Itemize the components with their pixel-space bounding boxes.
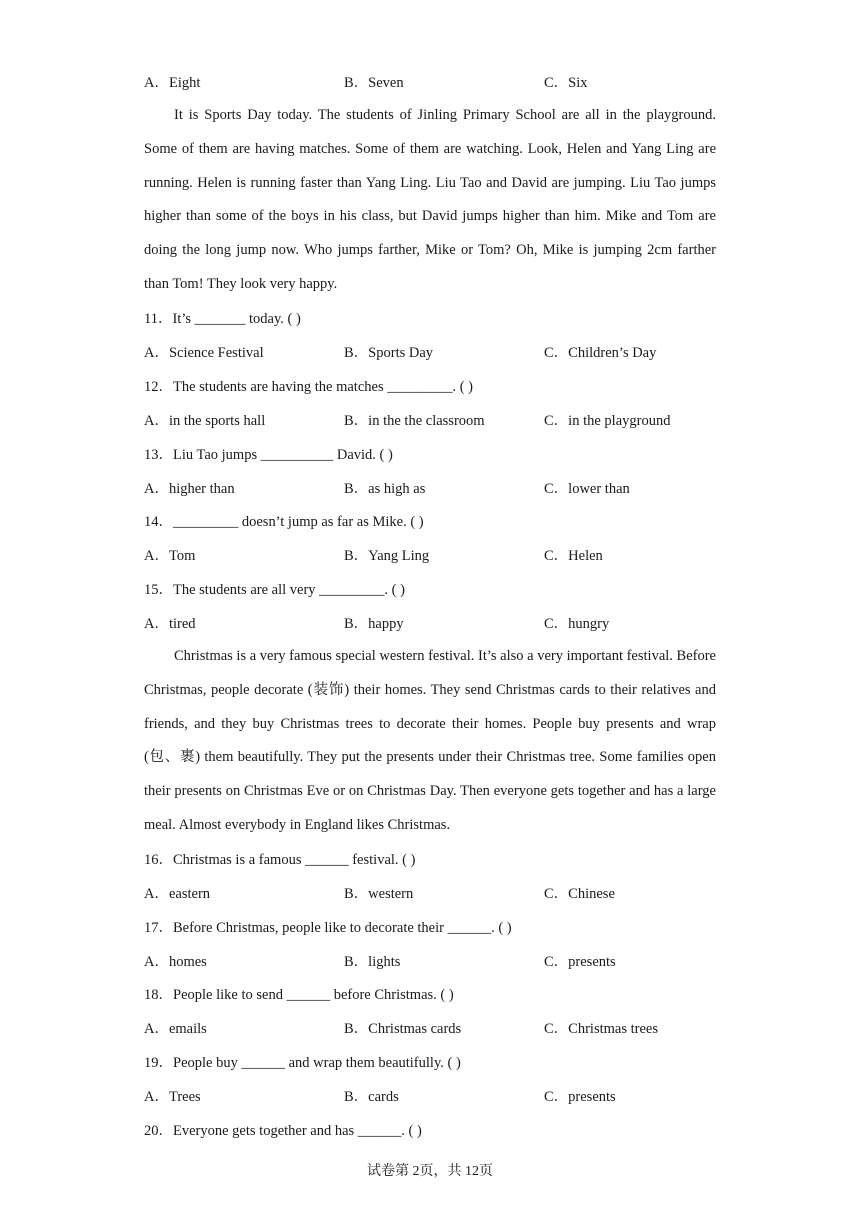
- question-stem: 12．The students are having the matches _________. ( ): [144, 379, 473, 395]
- question-stem: 20．Everyone gets together and has ______. ( ): [144, 1123, 422, 1139]
- option-c[interactable]: C．Helen: [544, 548, 603, 564]
- question-stem: 15．The students are all very _________. ( ): [144, 582, 405, 598]
- option-b[interactable]: B．cards: [344, 1089, 399, 1105]
- option-c[interactable]: C．Chinese: [544, 886, 615, 902]
- option-a[interactable]: A．eastern: [144, 886, 211, 902]
- question-stem: 16．Christmas is a famous ______ festival. ( ): [144, 852, 416, 868]
- option-a[interactable]: A．emails: [144, 1021, 207, 1037]
- option-a[interactable]: A．homes: [144, 954, 207, 970]
- option-a[interactable]: A．Science Festival: [144, 345, 264, 361]
- question-stem: 18．People like to send ______ before Christmas. ( ): [144, 987, 454, 1003]
- option-b[interactable]: B．western: [344, 886, 414, 902]
- option-c[interactable]: C．hungry: [544, 616, 610, 632]
- option-b[interactable]: B．in the the classroom: [344, 413, 485, 429]
- option-b[interactable]: B．as high as: [344, 481, 426, 497]
- option-c[interactable]: C．Children’s Day: [544, 345, 657, 361]
- q10-option-b[interactable]: B．Seven: [344, 75, 404, 91]
- option-c[interactable]: C．presents: [544, 1089, 616, 1105]
- page-footer: 试卷第 2页，共 12页: [367, 1164, 493, 1179]
- option-a[interactable]: A．higher than: [144, 481, 235, 497]
- option-a[interactable]: A．in the sports hall: [144, 413, 266, 429]
- option-b[interactable]: B．Christmas cards: [344, 1021, 462, 1037]
- reading-passage-christmas: [144, 640, 716, 843]
- question-stem: 17．Before Christmas, people like to decorate their ______. ( ): [144, 920, 512, 936]
- question-stem: 19．People buy ______ and wrap them beautifully. ( ): [144, 1055, 461, 1071]
- option-a[interactable]: A．Trees: [144, 1089, 201, 1105]
- option-a[interactable]: A．Tom: [144, 548, 196, 564]
- option-b[interactable]: B．Sports Day: [344, 345, 434, 361]
- option-c[interactable]: C．in the playground: [544, 413, 671, 429]
- question-stem: 13．Liu Tao jumps __________ David. ( ): [144, 447, 393, 463]
- option-b[interactable]: B．happy: [344, 616, 404, 632]
- q10-option-c[interactable]: C．Six: [544, 75, 588, 91]
- question-stem: 14．_________ doesn’t jump as far as Mike. ( ): [144, 514, 424, 530]
- question-stem: 11．It’s _______ today. ( ): [144, 311, 301, 327]
- option-c[interactable]: C．lower than: [544, 481, 630, 497]
- option-b[interactable]: B．lights: [344, 954, 401, 970]
- passage-text: It is Sports Day today. The students of Jinling Primary School are all in the playground. Some of them are having matches. Some of them are watching. Look, Helen and Yang Ling are running. Helen is running faster than Yang Ling. Liu Tao and David are jumping. Liu Tao jumps higher than some of the boys in his class, but David jumps higher than him. Mike and Tom are doing the long jump now. Who jumps farther, Mike or Tom? Oh, Mike is jumping 2cm farther than Tom! They look very happy.: [144, 107, 716, 292]
- option-c[interactable]: C．Christmas trees: [544, 1021, 658, 1037]
- option-c[interactable]: C．presents: [544, 954, 616, 970]
- reading-passage-sports-day: [144, 99, 716, 302]
- option-b[interactable]: B．Yang Ling: [344, 548, 430, 564]
- passage-text: Christmas is a very famous special western festival. It’s also a very important festival. Before Christmas, people decorate (装饰) their homes. They send Christmas cards to their relatives and friends, and they buy Christmas trees to decorate their homes. People buy presents and wrap (包、裹) them beautifully. They put the presents under their Christmas tree. Some families open their presents on Christmas Eve or on Christmas Day. Then everyone gets together and has a large meal. Almost everybody in England likes Christmas.: [144, 648, 716, 833]
- option-a[interactable]: A．tired: [144, 616, 196, 632]
- q10-option-a[interactable]: A．Eight: [144, 75, 201, 91]
